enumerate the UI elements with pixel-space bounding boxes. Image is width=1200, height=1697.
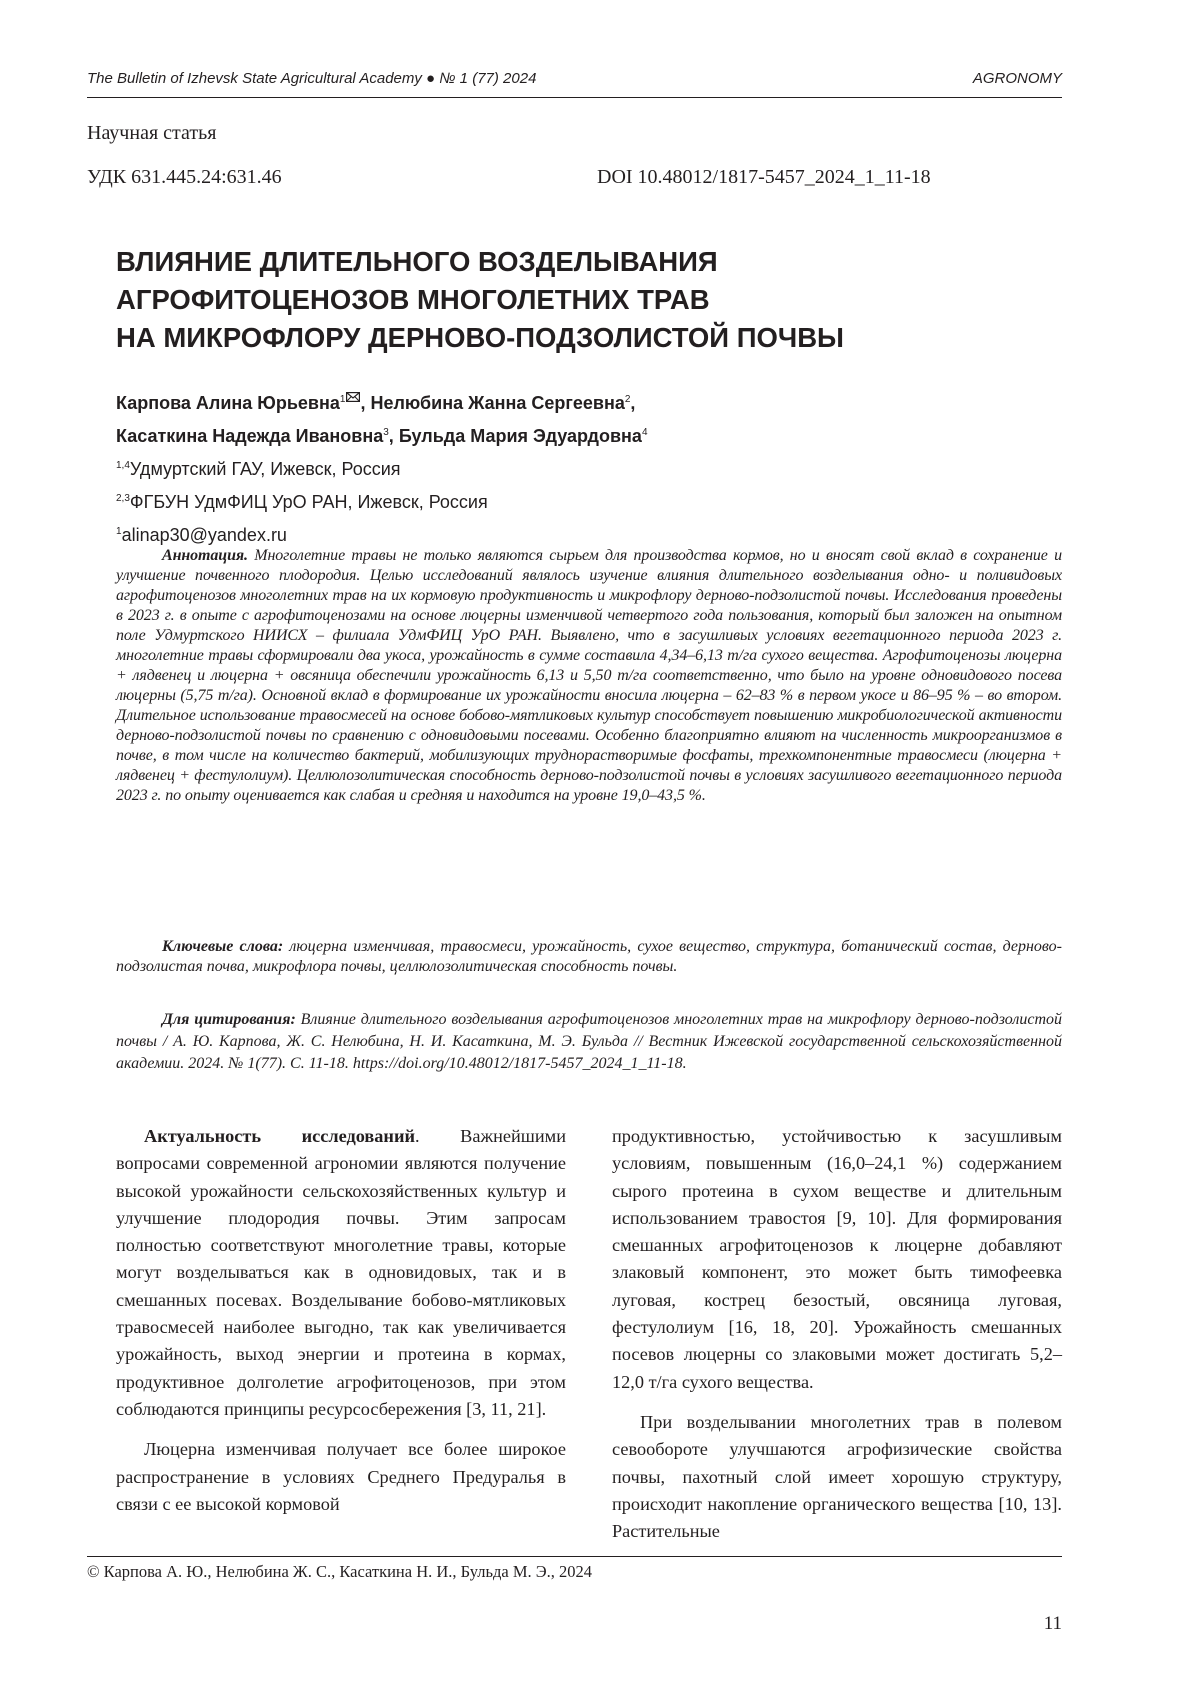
authors-block: [116, 385, 1016, 550]
keywords: [116, 937, 1062, 977]
author-1: Карпова Алина Юрьевна: [116, 393, 340, 413]
udk-code: УДК 631.445.24:631.46: [87, 166, 282, 188]
journal-name: The Bulletin of Izhevsk State Agricultural Academy ● № 1 (77) 2024: [87, 70, 537, 87]
title-line-1: ВЛИЯНИЕ ДЛИТЕЛЬНОГО ВОЗДЕЛЫВАНИЯ: [116, 246, 718, 277]
body-column-left: [116, 1123, 566, 1518]
body-paragraph-2: Люцерна изменчивая получает все более широкое распространение в условиях Среднего Предуралья в связи с ее высокой кормовой: [116, 1439, 566, 1514]
page-number: 11: [1043, 1613, 1062, 1634]
author-2-sup: 2: [624, 394, 631, 405]
email-sup: 1: [116, 526, 122, 537]
body-paragraph-3: продуктивностью, устойчивостью к засушливым условиям, повышенным (16,0–24,1 %) содержанием сырого протеина в сухом веществе и длительным использованием травостоя [9, 10]. Для формирования смешанных агрофитоценозов к люцерне добавляют злаковый компонент, это может быть тимофеевка луговая, кострец безостый, овсяница луговая, фестулолиум [16, 18, 20]. Урожайность смешанных посевов люцерны со злаковыми может достигать 5,2–12,0 т/га сухого вещества.: [612, 1126, 1062, 1392]
running-head: [87, 70, 1062, 94]
header-divider: [87, 97, 1062, 98]
affiliation-2: [116, 484, 1016, 517]
copyright-line: © Карпова А. Ю., Нелюбина Ж. С., Касаткина Н. И., Бульда М. Э., 2024: [87, 1562, 593, 1581]
abstract-text: Многолетние травы не только являются сырьем для производства кормов, но и вносят свой вклад в сохранение и улучшение почвенного плодородия. Целью исследований являлось изучение влияния длительного возделывания одно- и поливидовых агрофитоценозов многолетних трав на их кормовую продуктивность и микрофлору дерново-подзолистой почвы. Исследования проведены в 2023 г. в опыте с агрофитоценозами на основе люцерны изменчивой четвертого года пользования, который был заложен на опытном поле Удмуртского НИИСХ – филиала УдмФИЦ УрО РАН. Выявлено, что в засушливых условиях вегетационного периода 2023 г. многолетние травы сформировали два укоса, урожайность в сумме составила 4,34–6,13 т/га сухого вещества. Агрофитоценозы люцерна + лядвенец и люцерна + овсяница обеспечили урожайность 6,13 и 5,50 т/га соответственно, что было на уровне одновидового посева люцерны (5,75 т/га). Основной вклад в формирование их урожайности вносила люцерна – 62–83 % в первом укосе и 86–95 % – во втором. Длительное использование травосмесей на основе бобово-мятликовых культур способствует повышению микробиологической активности дерново-подзолистой почвы по сравнению с одновидовыми посевами. Особенно благоприятно влияют на численность микроорганизмов в почве, в том числе на количество бактерий, мобилизующих труднорастворимые фосфаты, трехкомпонентные травосмеси (люцерна + лядвенец + фестулолиум). Целлюлозолитическая способность дерново-подзолистой почвы в условиях засушливого вегетационного периода 2023 г. по опыту оценивается как слабая и средняя и находится на уровне 19,0–43,5 %.: [116, 547, 1062, 804]
footer-divider: [87, 1556, 1062, 1557]
author-2: Нелюбина Жанна Сергеевна: [370, 393, 625, 413]
article-type: Научная статья: [87, 122, 217, 144]
author-sep-2: ,: [630, 393, 636, 413]
title-line-2: АГРОФИТОЦЕНОЗОВ МНОГОЛЕТНИХ ТРАВ: [116, 284, 710, 315]
email-link[interactable]: alinap30@yandex.ru: [121, 525, 287, 545]
authors-line-1: [116, 385, 1016, 418]
authors-line-2: [116, 418, 1016, 451]
section-name: AGRONOMY: [972, 70, 1062, 87]
envelope-icon: [346, 392, 360, 402]
citation-text: Влияние длительного возделывания агрофитоценозов многолетних трав на микрофлору дерново-подзолистой почвы / А. Ю. Карпова, Ж. С. Нелюбина, Н. И. Касаткина, М. Э. Бульда // Вестник Ижевской государственной сельскохозяйственной академии. 2024. № 1(77). С. 11-18. https://doi.org/10.48012/1817-5457_2024_1_11-18.: [116, 1011, 1063, 1072]
author-3-sup: 3: [383, 427, 389, 438]
author-4-sup: 4: [641, 427, 648, 438]
body-column-right: [612, 1123, 1062, 1545]
affiliation-2-sup: 2,3: [116, 493, 130, 504]
author-4: Бульда Мария Эдуардовна: [398, 426, 642, 446]
author-sep-1: ,: [360, 393, 371, 413]
author-sep-3: ,: [388, 426, 399, 446]
section-runin-heading: Актуальность исследований: [144, 1126, 416, 1146]
citation-label: Для цитирования:: [162, 1011, 296, 1028]
keywords-text: люцерна изменчивая, травосмеси, урожайность, сухое вещество, структура, ботанический состав, дерново-подзолистая почва, микрофлора почвы, целлюлозолитическая способность почвы.: [116, 938, 1062, 975]
body-paragraph-1: [116, 1123, 566, 1423]
body-paragraph-1-text: . Важнейшими вопросами современной агрономии являются получение высокой урожайности сельскохозяйственных культур и улучшение плодородия почвы. Этим запросам полностью соответствуют многолетние травы, которые могут возделываться как в одновидовых, так и в смешанных посевах. Возделывание бобово-мятликовых травосмесей наиболее выгодно, так как увеличивается урожайность, выход энергии и протеина в кормах, продуктивное долголетие агрофитоценозов, при этом соблюдаются принципы ресурсосбережения [3, 11, 21].: [116, 1126, 566, 1419]
title-line-3: НА МИКРОФЛОРУ ДЕРНОВО-ПОДЗОЛИСТОЙ ПОЧВЫ: [116, 322, 844, 353]
affiliation-1-sup: 1,4: [116, 460, 130, 471]
author-1-sup: 1: [339, 394, 346, 405]
doi-code: DOI 10.48012/1817-5457_2024_1_11-18: [597, 166, 931, 188]
citation: [116, 1009, 1062, 1075]
affiliation-2-text: ФГБУН УдмФИЦ УрО РАН, Ижевск, Россия: [129, 492, 488, 512]
keywords-label: Ключевые слова:: [162, 938, 284, 955]
abstract-label: Аннотация.: [162, 547, 248, 564]
author-3: Касаткина Надежда Ивановна: [116, 426, 384, 446]
body-paragraph-4: При возделывании многолетних трав в полевом севообороте улучшаются агрофизические свойства почвы, пахотный слой имеет хорошую структуру, происходит накопление органического вещества [10, 13]. Растительные: [612, 1411, 1062, 1542]
abstract: [116, 546, 1062, 806]
affiliation-1-text: Удмуртский ГАУ, Ижевск, Россия: [129, 459, 401, 479]
affiliation-1: [116, 451, 1016, 484]
article-title: [116, 243, 1016, 357]
